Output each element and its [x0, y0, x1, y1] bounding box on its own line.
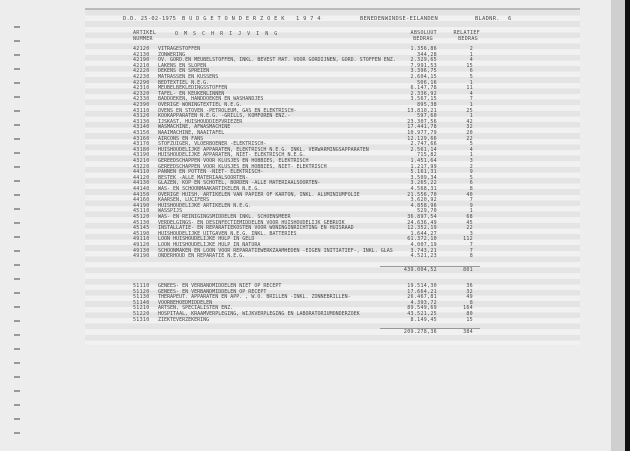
description: MEUBELBEKLEDINGSSTOFFEN — [158, 85, 228, 92]
absolute-amount: 4.007,19 — [410, 242, 437, 248]
description: WASSPIJS — [158, 208, 183, 215]
article-number: 49120 — [133, 242, 150, 248]
absolute-amount: 13.810,21 — [407, 107, 437, 114]
description: LOON HUISHOUDELIJKE HULP IN NATURA — [158, 242, 261, 248]
article-number: 44130 — [133, 180, 150, 187]
absolute-amount: 17.664,21 — [407, 288, 437, 295]
article-number: 51120 — [133, 288, 150, 295]
absolute-amount: 23.307,56 — [407, 118, 437, 125]
article-number: 43150 — [133, 130, 150, 136]
absolute-amount: 36.897,54 — [407, 214, 437, 220]
description: HUISHOUDELIJKE APPARATEN, ELEKTRISCH N.E.G. INKL. VERWARMINGSAPPARATEN — [158, 146, 369, 153]
relative-amount: 15 — [466, 316, 473, 323]
absolute-amount: 8.149,45 — [410, 316, 437, 323]
relative-amount: 32 — [466, 288, 473, 295]
article-number: 42130 — [133, 51, 150, 58]
report-title: B U D G E T O N D E R Z O E K — [182, 16, 285, 22]
description: INSTALLATIE- EN REPARATIEKOSTEN VOOR WONINGINRICHTING EN HUISRAAD — [158, 225, 354, 232]
relative-amount: 3 — [469, 158, 473, 164]
col-article-2: NUMMER — [133, 36, 153, 42]
relative-amount: 32 — [466, 124, 473, 131]
article-number: 43120 — [133, 113, 150, 120]
absolute-amount: 895,38 — [417, 102, 437, 108]
article-number: 51310 — [133, 316, 150, 323]
absolute-amount: 3.396,75 — [410, 68, 437, 75]
absolute-amount: 3.743,21 — [410, 247, 437, 254]
relative-amount: 2 — [469, 46, 473, 52]
article-number: 42310 — [133, 85, 150, 92]
article-number: 51210 — [133, 305, 150, 312]
description: GEREEDSCHAPPEN VOOR KLUSJES EN HOBBIES, NIET- ELEKTRISCH — [158, 163, 327, 170]
article-number: 42210 — [133, 62, 150, 69]
description: ZIEKTEVERZEKERING — [158, 316, 210, 323]
description: KAARSEN, LUCIFERS — [158, 197, 210, 204]
description: HUISHOUDELIJKE UITGAVEN N.E.G. INKL. BATTERIES — [158, 230, 297, 237]
description: LOON HUISHOUDELIJKE HULP IN GELD — [158, 236, 255, 243]
absolute-amount: 529,70 — [417, 208, 437, 215]
article-number: 45130 — [133, 219, 150, 226]
description: VERDELGINGS- EN DESINFECTIEMIDDELEN VOOR HUISHOUDELIJK GEBRUIK — [158, 219, 345, 226]
relative-amount: 112 — [463, 236, 473, 243]
article-number: 51220 — [133, 311, 150, 317]
table-row — [0, 318, 630, 324]
col-relative-2: BEDRAG — [458, 36, 478, 42]
page-number: 6 — [508, 16, 512, 22]
article-number: 42390 — [133, 102, 150, 108]
relative-amount: 5 — [469, 141, 473, 148]
total-absolute: 439.004,52 — [403, 267, 437, 273]
absolute-amount: 43.521,25 — [407, 311, 437, 317]
absolute-amount: 10.977,79 — [407, 130, 437, 136]
article-number: 51130 — [133, 294, 150, 301]
relative-amount: 1 — [469, 113, 473, 120]
absolute-amount: 3.620,92 — [410, 197, 437, 204]
description: OVERIGE WONINGTEXTIEL N.E.G. — [158, 102, 243, 108]
article-number: 42290 — [133, 79, 150, 86]
description: HUISHOUDELIJKE ARTIKELEN N.E.G. — [158, 202, 252, 209]
description: ARTSEN, SPECIALISTEN ENZ. — [158, 305, 234, 312]
relative-amount: 5 — [469, 74, 473, 80]
relative-amount: 22 — [466, 225, 473, 232]
description: BESTEK -ALLE MATERIAALSOORTEN- — [158, 174, 249, 181]
total-relative: 384 — [463, 329, 473, 335]
description: GEREEDSCHAPPEN VOOR KLUSJES EN HOBBIES, ELEKTRISCH — [158, 158, 309, 164]
article-number: 42120 — [133, 46, 150, 52]
description: MATRASSEN EN KUSSENS — [158, 74, 219, 80]
relative-amount: 36 — [466, 283, 473, 289]
article-number: 42220 — [133, 68, 150, 75]
absolute-amount: 3.265,22 — [410, 180, 437, 187]
description: AIRCONS EN FANS — [158, 135, 204, 142]
relative-amount: 1 — [469, 102, 473, 108]
description: GLAZEN, KOP EN SCHOTEL, BORDEN -ALLE MATERIAALSOORTEN- — [158, 180, 321, 187]
page-label: BLADNR. — [475, 16, 500, 22]
absolute-amount: 597,60 — [417, 113, 437, 120]
absolute-amount: 1.451,64 — [410, 158, 437, 164]
article-number: 44160 — [133, 197, 150, 204]
absolute-amount: 6.147,78 — [410, 85, 437, 92]
description: BADDOEKEN, HANDDOEKEN EN WASHANDJES — [158, 96, 264, 103]
col-absolute: ABSOLUUT — [410, 30, 437, 36]
article-number: 43190 — [133, 152, 150, 159]
description: HOSPITAAL, KRAAMVERPLEGING, WIJKVERPLEGING EN LABORATORIUMONDERZOEK — [158, 311, 360, 317]
absolute-amount: 2.329,65 — [410, 57, 437, 64]
article-number: 45110 — [133, 208, 150, 215]
description: KOOKAPPARATEN N.E.G. -GRILLS, KOMFOREN ENZ.- — [158, 113, 291, 120]
description: WAS- EN REINIGINGSMIDDELEN INKL. SCHOENSMEER — [158, 214, 291, 220]
relative-amount: 8 — [469, 253, 473, 260]
relative-amount: 4 — [469, 57, 473, 64]
absolute-amount: 2.747,66 — [410, 141, 437, 148]
col-absolute-2: BEDRAG — [413, 36, 433, 42]
absolute-amount: 19.514,30 — [407, 283, 437, 289]
description: GENEES- EN VERBANDMIDDELEN OP RECEPT — [158, 288, 267, 295]
description: VOORBEHOEDMIDDELEN — [158, 299, 213, 306]
article-number: 42190 — [133, 57, 150, 64]
col-relative: RELATIEF — [453, 30, 480, 36]
description: ZONWERING — [158, 51, 186, 58]
article-number: 44150 — [133, 191, 150, 198]
relative-amount: 22 — [466, 135, 473, 142]
absolute-amount: 61.372,10 — [407, 236, 437, 243]
article-number: 45120 — [133, 214, 150, 220]
absolute-amount: 89.549,69 — [407, 305, 437, 312]
article-number: 42320 — [133, 90, 150, 97]
absolute-amount: 17.441,78 — [407, 124, 437, 131]
relative-amount: 80 — [466, 311, 473, 317]
description: HUISHOUDELIJKE APPARATEN, NIET- ELEKTRISCH N.E.G. — [158, 152, 306, 159]
article-number: 44120 — [133, 174, 150, 181]
description: OVERIGE HUISH. ARTIKELEN VAN PAPIER OF KARTON, INKL. ALUMINIUMFOLIE — [158, 191, 360, 198]
total-relative: 801 — [463, 267, 473, 273]
description: WASMACHINE, AFWASMACHINE — [158, 124, 231, 131]
article-number: 51110 — [133, 283, 150, 289]
article-number: 44190 — [133, 202, 150, 209]
relative-amount: 5 — [469, 174, 473, 181]
description: SCHOONMAKEN EN LOON VOOR REPARATIEWERKZAAMHEDEN -EIGEN INITIATIEF-, INKL. GLAS — [158, 247, 393, 254]
description: GENEES- EN VERBANDMIDDELEN NIET OP RECEPT — [158, 283, 282, 289]
absolute-amount: 715,82 — [417, 152, 437, 159]
article-number: 44110 — [133, 169, 150, 176]
article-number: 43130 — [133, 118, 150, 125]
description: DEKENS EN SPREIEN — [158, 68, 210, 75]
article-number: 51140 — [133, 299, 150, 306]
relative-amount: 2 — [469, 163, 473, 170]
article-number: 43180 — [133, 146, 150, 153]
article-number: 43140 — [133, 124, 150, 131]
article-number: 43220 — [133, 163, 150, 170]
total-absolute: 209.278,36 — [403, 329, 437, 335]
absolute-amount: 12.352,19 — [407, 225, 437, 232]
relative-amount: 40 — [466, 191, 473, 198]
absolute-amount: 3.567,15 — [410, 96, 437, 103]
relative-amount: 7 — [469, 242, 473, 248]
relative-amount: 7 — [469, 247, 473, 254]
absolute-amount: 506,16 — [417, 79, 437, 86]
relative-amount: 6 — [469, 68, 473, 75]
relative-amount: 49 — [466, 294, 473, 301]
description: LAKENS EN SLOPEN — [158, 62, 207, 69]
relative-amount: 15 — [466, 62, 473, 69]
description: VITRAGESTOFFEN — [158, 46, 201, 52]
article-number: 45190 — [133, 230, 150, 237]
relative-amount: 20 — [466, 130, 473, 136]
relative-amount: 164 — [463, 305, 473, 312]
relative-amount: 9 — [469, 169, 473, 176]
relative-amount: 6 — [469, 180, 473, 187]
article-number: 43170 — [133, 141, 150, 148]
report-year: 1 9 7 4 — [296, 16, 321, 22]
relative-amount: 25 — [466, 107, 473, 114]
absolute-amount: 24.636,49 — [407, 219, 437, 226]
relative-amount: 8 — [469, 299, 473, 306]
description: ONDERHOUD EN REPARATIE N.E.G. — [158, 253, 246, 260]
description: PANNEN EN POTTEN -NIET- ELEKTRISCH- — [158, 169, 264, 176]
absolute-amount: 4.521,23 — [410, 253, 437, 260]
description: TAFEL- EN KEUKENLINNEN — [158, 90, 225, 97]
relative-amount: 11 — [466, 85, 473, 92]
relative-amount: 1 — [469, 79, 473, 86]
article-number: 49110 — [133, 236, 150, 243]
relative-amount: 4 — [469, 90, 473, 97]
absolute-amount: 12.129,66 — [407, 135, 437, 142]
absolute-amount: 2.561,14 — [410, 146, 437, 153]
description: NAAIMACHINE, NAAITAFEL — [158, 130, 225, 136]
print-date: D.D. 25-02-1975 — [123, 16, 177, 22]
col-article: ARTIKEL — [133, 30, 157, 36]
description: STOFZUIGER, VLOERBOENER -ELEKTRISCH- — [158, 141, 267, 148]
table-row — [0, 254, 630, 260]
article-number: 42230 — [133, 74, 150, 80]
description: IJSKAST, HUISHOUDDIEPVRIEZER — [158, 118, 243, 125]
absolute-amount: 4.568,31 — [410, 186, 437, 192]
description: OVENS EN STOVEN -PETROLEUM, GAS EN ELEKTRISCH- — [158, 107, 297, 114]
article-number: 45145 — [133, 225, 150, 232]
description: BEDTEXTIEL N.E.G. — [158, 79, 210, 86]
relative-amount: 1 — [469, 208, 473, 215]
absolute-amount: 3.509,34 — [410, 174, 437, 181]
absolute-amount: 2.336,92 — [410, 90, 437, 97]
description: OV. GORD.EN MEUBELSTOFFEN, INKL. BEVEST MAT. VOOR GORDIJNEN, GORD. STOFFEN ENZ. — [158, 57, 396, 64]
article-number: 43210 — [133, 158, 150, 164]
relative-amount: 7 — [469, 197, 473, 204]
relative-amount: 1 — [469, 51, 473, 58]
absolute-amount: 21.556,70 — [407, 191, 437, 198]
relative-amount: 68 — [466, 214, 473, 220]
relative-amount: 4 — [469, 146, 473, 153]
absolute-amount: 4.858,96 — [410, 202, 437, 209]
article-number: 49190 — [133, 253, 150, 260]
absolute-amount: 1.217,99 — [410, 163, 437, 170]
absolute-amount: 2.604,15 — [410, 74, 437, 80]
absolute-amount: 1.644,27 — [410, 230, 437, 237]
absolute-amount: 7.991,53 — [410, 62, 437, 69]
absolute-amount: 5.161,31 — [410, 169, 437, 176]
description: WAS- EN SCHOONMAAKARTIKELEN N.E.G. — [158, 186, 261, 192]
relative-amount: 8 — [469, 186, 473, 192]
relative-amount: 9 — [469, 202, 473, 209]
article-number: 44140 — [133, 186, 150, 192]
col-description: O M S C H R I J V I N G — [175, 31, 279, 37]
article-number: 49130 — [133, 247, 150, 254]
absolute-amount: 344,28 — [417, 51, 437, 58]
relative-amount: 45 — [466, 219, 473, 226]
article-number: 42330 — [133, 96, 150, 103]
absolute-amount: 26.467,81 — [407, 294, 437, 301]
article-number: 43160 — [133, 135, 150, 142]
region-name: BENEDENWINDSE-EILANDEN — [360, 16, 438, 22]
relative-amount: 7 — [469, 96, 473, 103]
relative-amount: 42 — [466, 118, 473, 125]
article-number: 43110 — [133, 107, 150, 114]
relative-amount: 3 — [469, 230, 473, 237]
relative-amount: 1 — [469, 152, 473, 159]
absolute-amount: 4.393,72 — [410, 299, 437, 306]
description: THERAPEUT. APPARATEN EN APP. , W.O. BRILLEN -INKL. ZONNEBRILLEN- — [158, 294, 351, 301]
absolute-amount: 1.356,86 — [410, 46, 437, 52]
